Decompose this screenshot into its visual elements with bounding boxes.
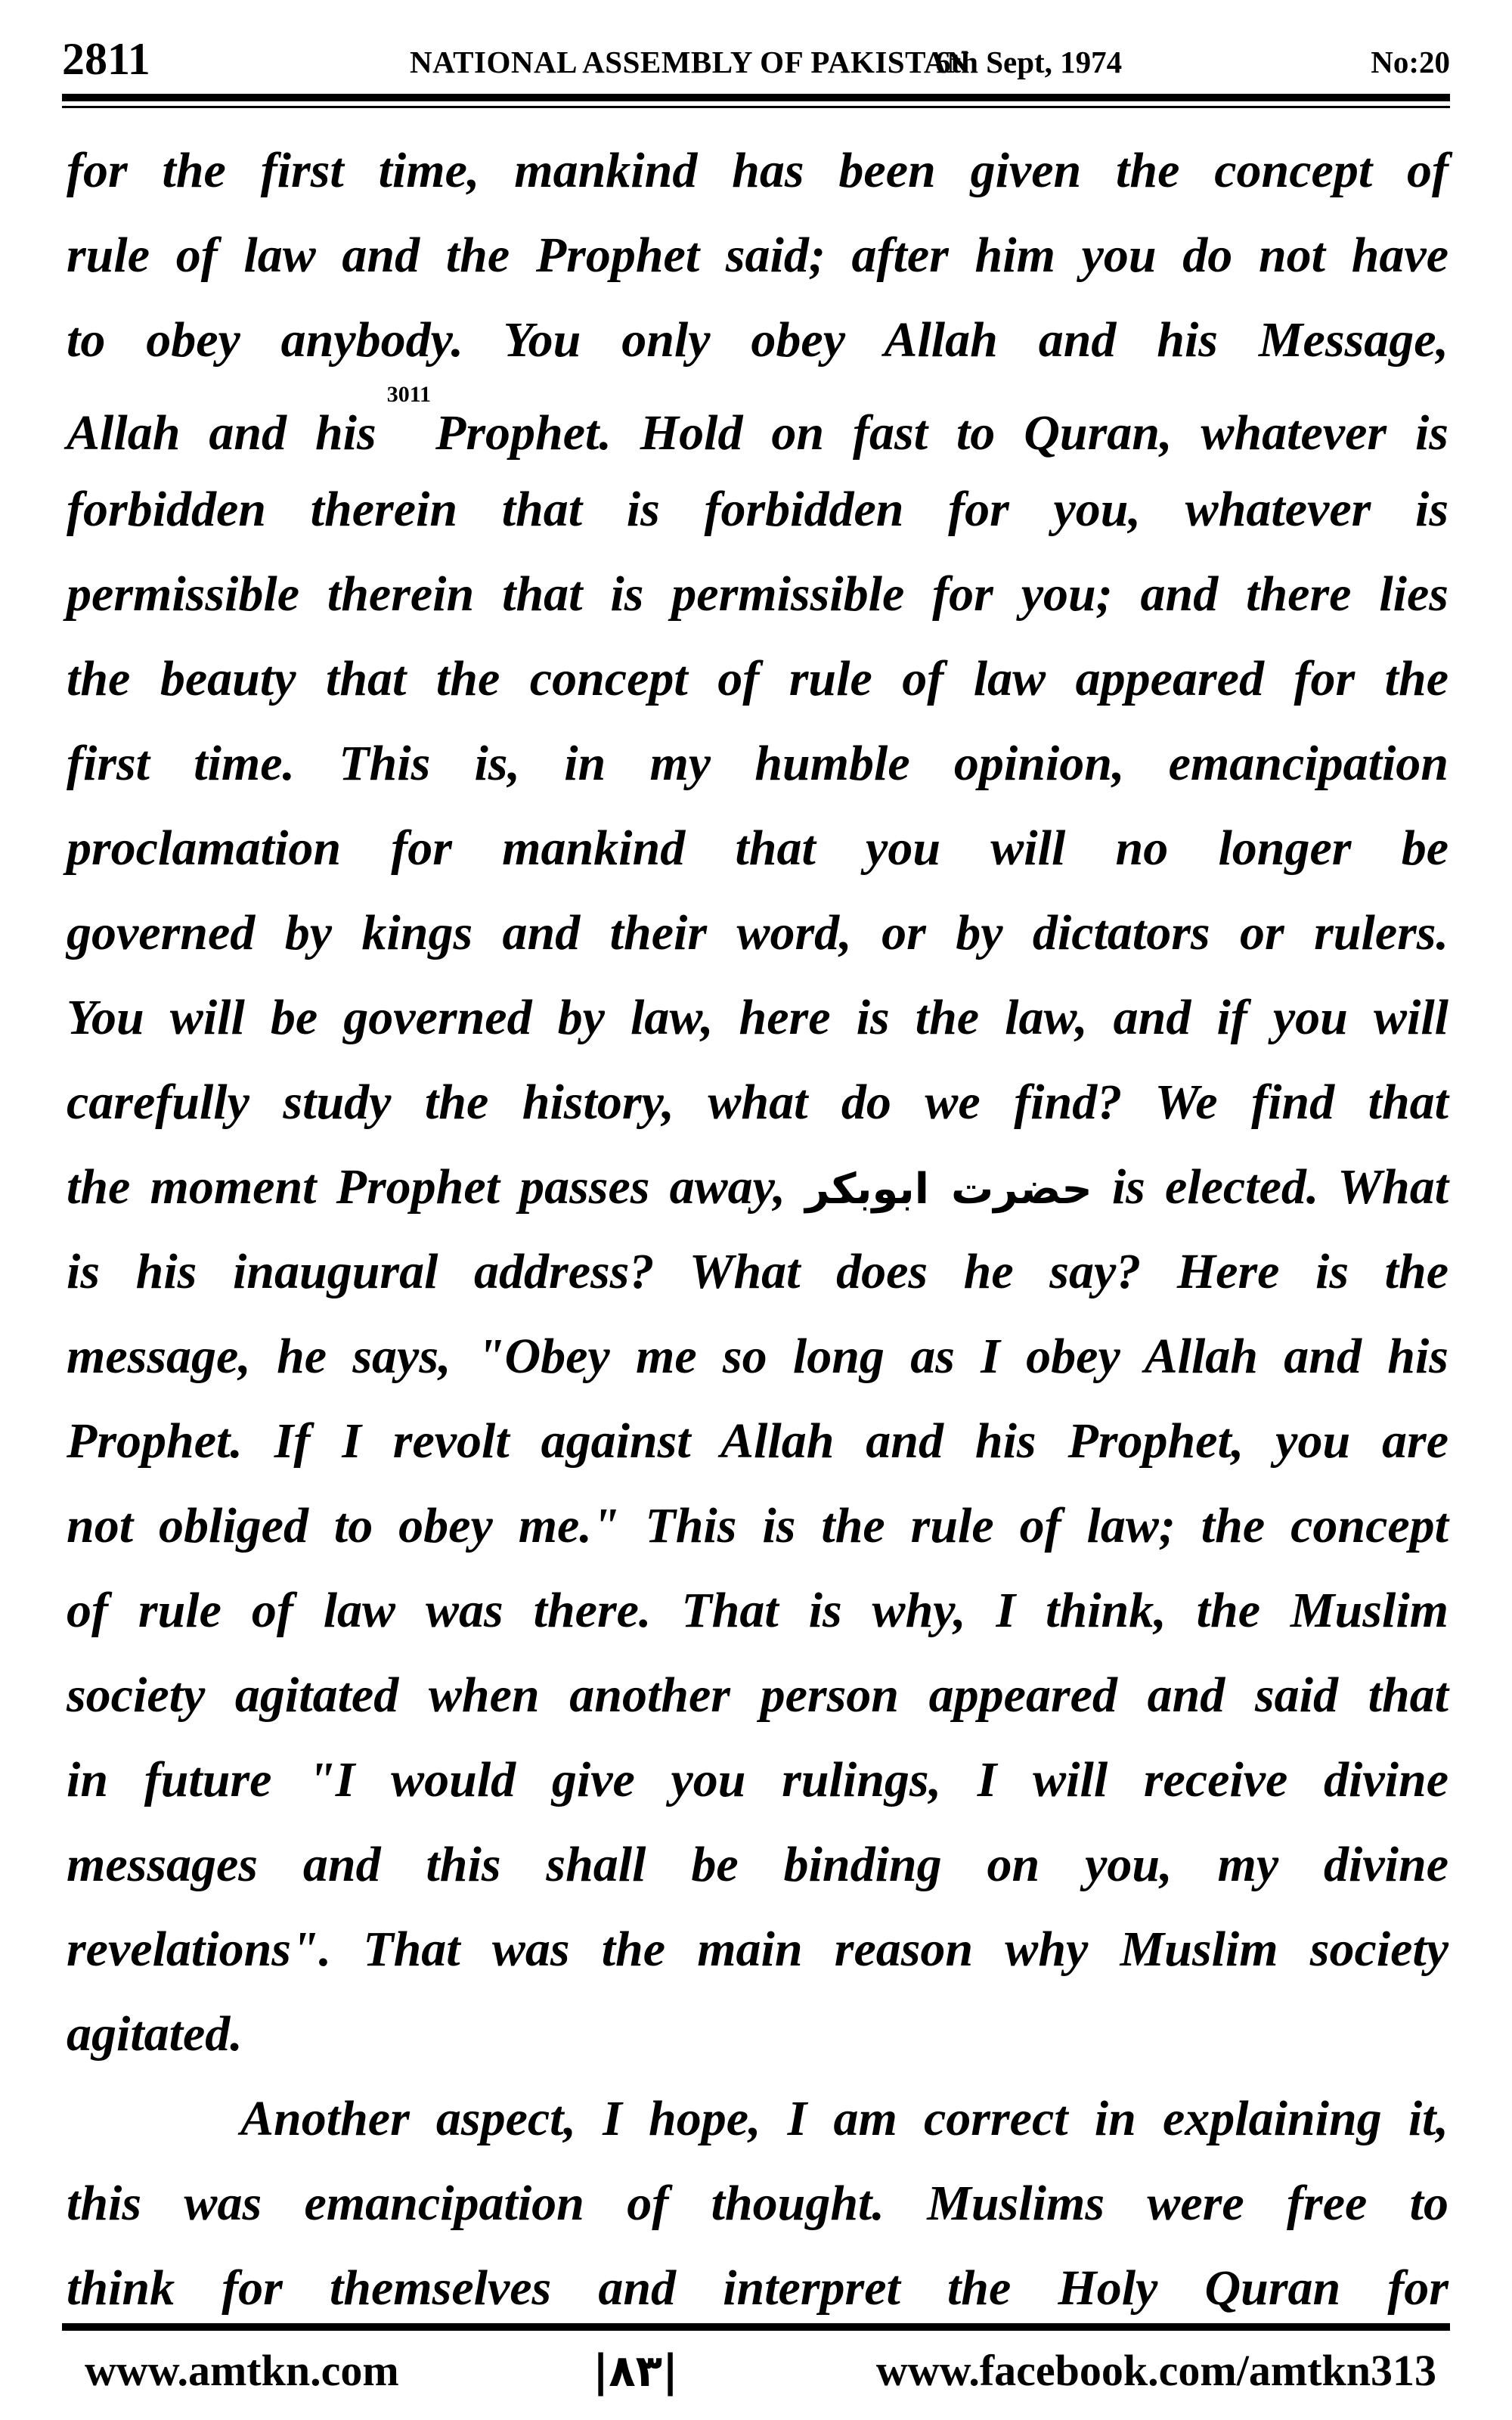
text-line: to obey anybody. You only obey Allah and his Message, [67,312,1448,368]
text-line: for the first time, mankind has been given the concept of [67,143,1448,198]
footnote-marker: 3011 [386,382,432,407]
text-line: society agitated when another person appeared and said that [67,1668,1448,1723]
header-rule-thick [62,94,1450,101]
text-line: not obliged to obey me." This is the rule of law; the concept [67,1498,1448,1553]
text-line: agitated. [67,2006,243,2062]
text-line [67,383,1448,467]
text-line [67,1145,1448,1230]
text-line: governed by kings and their word, or by dictators or rulers. [67,905,1448,960]
text-line: this was emancipation of thought. Muslims were free to [67,2176,1448,2231]
paragraph-start-line: Another aspect, I hope, I am correct in explaining it, [240,2091,1448,2146]
text-line: forbidden therein that is forbidden for you, whatever is [67,482,1448,537]
assembly-title: NATIONAL ASSEMBLY OF PAKISTAN [410,45,970,79]
text-line: Prophet. If I revolt against Allah and his Prophet, you are [67,1413,1448,1469]
text-fragment: Prophet. Hold on fast to Quran, whatever is [435,405,1448,461]
text-fragment: the moment Prophet passes away, [67,1159,785,1215]
text-line: first time. This is, in my humble opinion, emancipation [67,736,1448,791]
session-date: 6th Sept, 1974 [935,45,1123,79]
website-link[interactable]: www.amtkn.com [85,2346,399,2395]
page-footer [62,2337,1450,2405]
text-line: revelations". That was the main reason why Muslim society [67,1922,1448,1977]
text-line: proclamation for mankind that you will no longer be [67,821,1448,876]
text-line: think for themselves and interpret the Holy Quran for [67,2260,1448,2316]
text-line: rule of law and the Prophet said; after him you do not have [67,228,1448,283]
session-number: No:20 [1371,45,1450,79]
text-line: permissible therein that is permissible for you; and there lies [67,566,1448,622]
text-line: message, he says, "Obey me so long as I obey Allah and his [67,1329,1448,1384]
text-line: carefully study the history, what do we find? We find that [67,1075,1448,1130]
facebook-link[interactable]: www.facebook.com/amtkn313 [875,2346,1436,2395]
footer-rule [62,2323,1450,2331]
page-number: 2811 [62,34,150,84]
text-fragment: Allah and his [67,405,376,461]
text-line: in future "I would give you rulings, I will receive divine [67,1752,1448,1807]
text-line: is his inaugural address? What does he say? Here is the [67,1244,1448,1299]
text-line: messages and this shall be binding on you, my divine [67,1837,1448,1892]
text-fragment: is elected. What [1111,1159,1449,1215]
document-body [67,129,1448,2331]
header-rule-thin [62,106,1450,108]
text-line: the beauty that the concept of rule of law appeared for the [67,651,1448,706]
page-header [62,29,1450,89]
text-line: You will be governed by law, here is the law, and if you will [67,990,1448,1045]
footer-page-number: |٨٣| [593,2345,679,2397]
urdu-name: حضرت ابوبکر [805,1165,1092,1214]
text-line: of rule of law was there. That is why, I think, the Muslim [67,1583,1448,1638]
